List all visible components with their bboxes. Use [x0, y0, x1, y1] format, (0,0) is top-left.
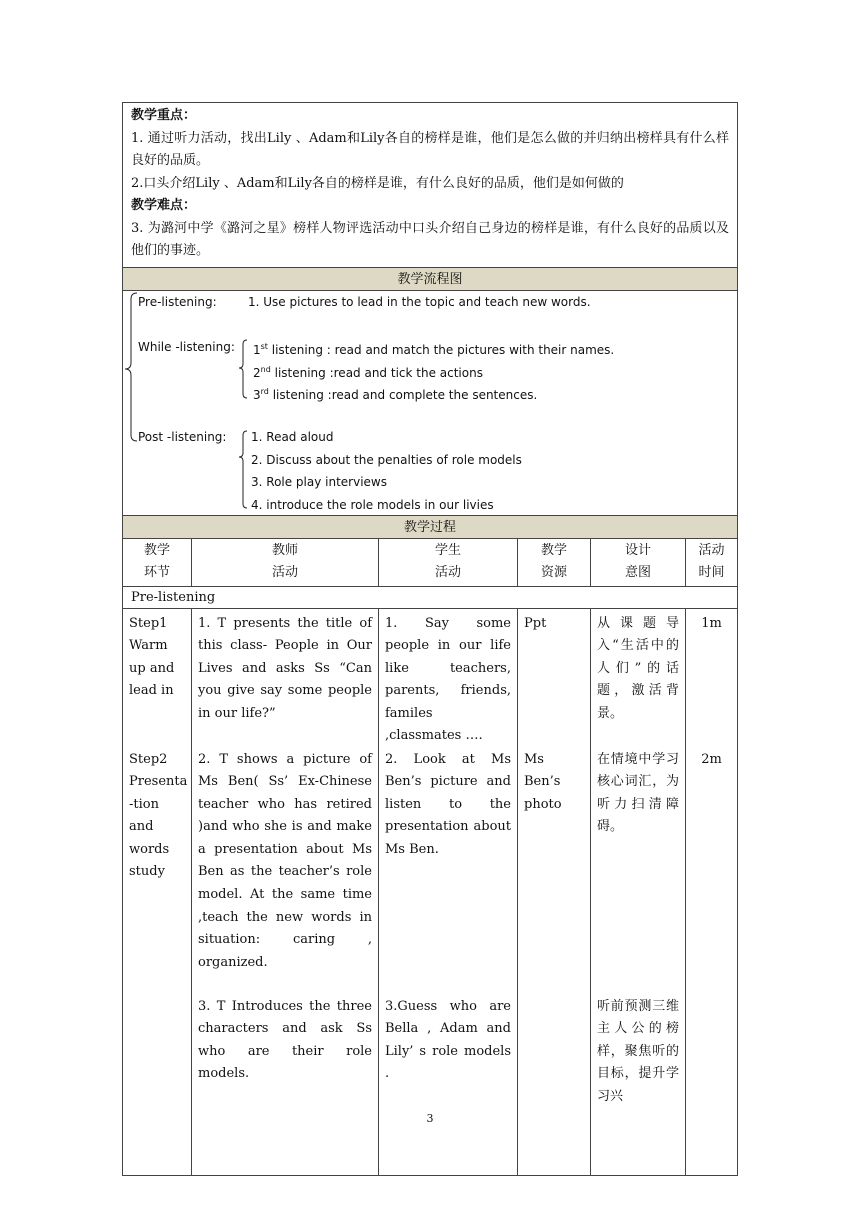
stage-cell: [123, 609, 192, 1175]
process-column-headers: [123, 539, 737, 587]
difficulty-point-3: 3. 为潞河中学《潞河之星》榜样人物评选活动中口头介绍自己身边的榜样是谁，有什么良好的品质以及他们的事迹。: [131, 220, 729, 258]
col-header-stage: 教学 环节: [123, 539, 192, 586]
flow-brackets: [123, 291, 737, 516]
resource-cell: [518, 609, 591, 1175]
intent-cell: [591, 609, 686, 1175]
pre-listening-item: 1. Use pictures to lead in the topic and teach new words.: [248, 294, 591, 309]
post-item-2: 2. Discuss about the penalties of role models: [251, 452, 522, 467]
col-header-student: 学生 活动: [379, 539, 518, 586]
teacher-activity-3: 3. T Introduces the three characters and ask Ss who are their role models.: [198, 998, 372, 1082]
intent-1: 从课题导入“生活中的人们”的话题，激活背景。: [597, 615, 679, 721]
while-item-1: 1st listening : read and match the pictures with their names.: [253, 341, 615, 357]
post-listening-label: Post -listening:: [138, 429, 227, 444]
while-item-2: 2nd listening :read and tick the actions: [253, 364, 483, 380]
lesson-plan-table: [122, 102, 738, 1176]
student-activity-2: 2. Look at Ms Ben’s picture and listen to the presentation about Ms Ben.: [385, 751, 511, 857]
flow-chart: [123, 291, 737, 516]
post-item-1: 1. Read aloud: [251, 429, 334, 444]
key-point-2: 2.口头介绍Lily 、Adam和Lily各自的榜样是谁，有什么良好的品质，他们是如何做的: [131, 175, 624, 191]
pre-listening-label: Pre-listening:: [138, 294, 217, 309]
section-label-pre-listening: Pre-listening: [123, 587, 737, 609]
intent-2: 在情境中学习核心词汇，为听力扫清障碍。: [597, 751, 679, 835]
teacher-activity-2: 2. T shows a picture of Ms Ben( Ss’ Ex-Chinese teacher who has retired )and who she is and make a presentation about Ms Ben as the teacher’s role model. At the same time ,teach the new words in situation: caring , organized.: [198, 751, 372, 970]
resource-1: Ppt: [524, 615, 547, 631]
process-header: 教学过程: [123, 516, 737, 539]
resource-2: Ms Ben’s photo: [524, 751, 562, 812]
time-cell: [686, 609, 737, 1175]
step2-label: Step2 Presenta -tion and words study: [129, 751, 188, 880]
col-header-time: 活动 时间: [698, 542, 725, 580]
flow-chart-header: 教学流程图: [123, 268, 737, 291]
time-1: 1m: [701, 615, 722, 631]
key-point-1: 1. 通过听力活动，找出Lily 、Adam和Lily各自的榜样是谁，他们是怎么做的并归纳出榜样具有什么样良好的品质。: [131, 130, 729, 168]
time-2: 2m: [701, 751, 722, 767]
difficulty-title: 教学难点：: [131, 198, 197, 213]
student-activity-cell: [379, 609, 518, 1175]
col-header-resource: 教学 资源: [518, 539, 591, 586]
teacher-activity-1: 1. T presents the title of this class- People in Our Lives and asks Ss “Can you give say some people in our life?”: [198, 615, 372, 721]
process-content-row: [123, 609, 737, 1175]
key-points-title: 教学重点：: [131, 108, 197, 123]
student-activity-1: 1. Say some people in our life like teachers, parents, friends, familes ,classmates ….: [385, 615, 511, 744]
post-brace: [239, 431, 247, 508]
while-item-3: 3rd listening :read and complete the sentences.: [253, 386, 538, 402]
col-header-intent: 设计 意图: [591, 539, 686, 586]
intent-3: 听前预测三维主人公的榜样，聚焦听的目标，提升学习兴: [597, 998, 679, 1104]
outer-brace: [125, 293, 137, 441]
while-brace: [239, 340, 247, 398]
post-item-3: 3. Role play interviews: [251, 474, 388, 489]
student-activity-3: 3.Guess who are Bella , Adam and Lily’ s role models .: [385, 998, 511, 1082]
page-number: 3: [426, 1112, 434, 1125]
col-header-teacher: 教师 活动: [192, 539, 379, 586]
post-item-4: 4. introduce the role models in our livies: [251, 497, 494, 512]
while-listening-label: While -listening:: [138, 339, 235, 354]
teacher-activity-cell: [192, 609, 379, 1175]
key-points-section: [123, 103, 737, 268]
step1-label: Step1 Warm up and lead in: [129, 615, 175, 699]
